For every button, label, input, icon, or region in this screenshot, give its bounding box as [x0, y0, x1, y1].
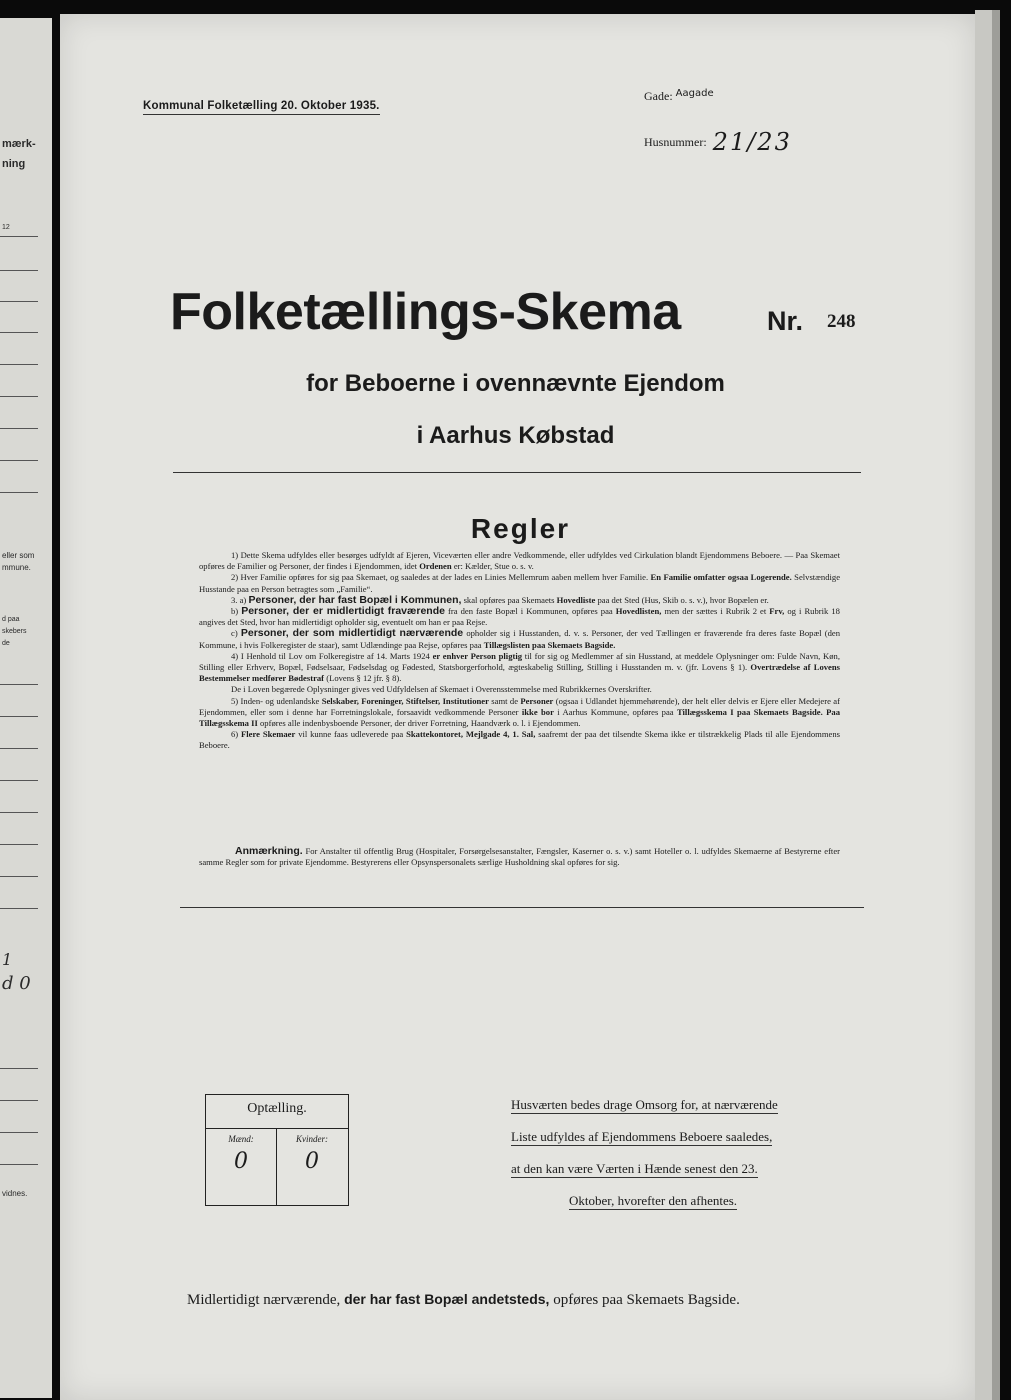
- left-line: [0, 332, 38, 333]
- left-line: [0, 1068, 38, 1069]
- left-line: [0, 1164, 38, 1165]
- left-line: [0, 364, 38, 365]
- left-line: [0, 908, 38, 909]
- count-box-title: Optælling.: [247, 1101, 307, 1116]
- previous-page-strip: [0, 18, 52, 1398]
- rules-heading: Regler: [470, 513, 571, 544]
- women-column: [277, 1129, 347, 1205]
- left-line: [0, 301, 38, 302]
- divider: [180, 907, 864, 908]
- form-number-value: 248: [827, 311, 856, 332]
- form-subtitle: for Beboerne i ovennævnte Ejendom: [306, 370, 725, 397]
- house-number-field: [644, 124, 792, 156]
- house-number-label: Husnummer:: [644, 135, 707, 149]
- left-fragment: 12: [2, 224, 10, 231]
- rule-3b: b) Personer, der er midlertidigt fraværende fra den faste Bopæl i Kommunen, opføres paa Hovedlisten, men der sættes i Rubrik 2 et Frv, og i Rubrik 18 angives det Sted, hvor han midlertidigt opholder sig, eventuelt om han er paa Rejse.: [199, 605, 840, 628]
- left-line: [0, 844, 38, 845]
- landlord-notice: [511, 1096, 841, 1224]
- rule-3c: c) Personer, der som midlertidigt nærværende opholder sig i Husstanden, d. v. s. Personer, der ved Tællingen er fraværende fra deres faste Bopæl (den Kommune, i hvis Folkeregister de staar), samt Udlændinge paa Rejse, opføres paa Tillægslisten paa Skemaets Bagside.: [199, 627, 841, 650]
- left-line: [0, 780, 38, 781]
- left-line: [0, 1132, 38, 1133]
- form-number-label: Nr.: [767, 306, 804, 336]
- left-line: [0, 1100, 38, 1101]
- remark-label: Anmærkning.: [235, 845, 303, 857]
- rule-1: 1) Dette Skema udfyldes eller besørges udfyldt af Ejeren, Viceværten eller andre Vedkommende, eller udfyldes ved Cirkulation blandt Ejendommens Beboere. — Paa Skemaet opføres de Familier og Personer, der findes i Ejendommen, idet Ordenen er: Kælder, Stue o. s. v.: [199, 550, 840, 572]
- street-field: [644, 89, 714, 104]
- divider: [173, 472, 861, 473]
- census-line: Kommunal Folketælling 20. Oktober 1935.: [143, 100, 380, 115]
- women-count: 0: [305, 1149, 319, 1174]
- left-line: [0, 460, 38, 461]
- left-fragment: skebers: [2, 628, 27, 635]
- page-edge-shadow: [992, 10, 1000, 1400]
- left-fragment: d paa: [2, 616, 20, 623]
- notice-line: Oktober, hvorefter den afhentes.: [569, 1193, 738, 1208]
- rule-6: 6) Flere Skemaer vil kunne faas udleverede paa Skattekontoret, Mejlgade 4, 1. Sal, saafremt der paa det tilsendte Skema ikke er tilstrækkelig Plads til alle Ejendommens Beboere.: [199, 729, 840, 751]
- remark-paragraph: [199, 846, 840, 868]
- count-box: [205, 1094, 349, 1206]
- left-fragment: eller som: [2, 551, 35, 560]
- left-line: [0, 270, 38, 271]
- left-line: [0, 748, 38, 749]
- left-line: [0, 812, 38, 813]
- rule-4: 4) I Henhold til Lov om Folkeregistre af 14. Marts 1924 er enhver Person pligtig til for sig og Medlemmer af sin Husstand, at meddele Oplysninger om: Fulde Navn, Køn, Stilling eller Erhverv, Bopæl, Fødselsaar, Fødselsdag og Fødested, Statsborgerforhold, ægteskabelig Stilling, Stilling i Husstanden m. v. (jfr. Lovens § 1). Overtrædelse af Lovens Bestemmelser medfører Bødestraf (Lovens § 12 jfr. § 8).: [199, 650, 840, 684]
- left-line: [0, 716, 38, 717]
- women-label: Kvinder:: [296, 1134, 328, 1144]
- count-box-row: [206, 1128, 348, 1205]
- house-number-value: 21/23: [712, 128, 792, 156]
- notice-line: Husværten bedes drage Omsorg for, at nærværende: [511, 1097, 778, 1112]
- notice-line: Liste udfyldes af Ejendommens Beboere saaledes,: [511, 1129, 773, 1144]
- left-handwriting: 1: [2, 950, 13, 969]
- rule-2: 2) Hver Familie opføres for sig paa Skemaet, og saaledes at der lades en Linies Mellemrum aaben mellem hver Familie. En Familie omfatter ogsaa Logerende. Selvstændige Husstande paa en Person betragtes som „Familie“.: [199, 572, 841, 594]
- left-line: [0, 876, 38, 877]
- left-handwriting: d 0: [2, 973, 31, 994]
- form-subtitle-location: i Aarhus Købstad: [416, 422, 615, 449]
- men-column: [206, 1129, 277, 1205]
- left-line: [0, 236, 38, 237]
- men-label: Mænd:: [228, 1134, 254, 1144]
- rule-5: 5) Inden- og udenlandske Selskaber, Foreninger, Stiftelser, Institutioner samt de Personer (ogsaa i Udlandet hjemmehørende), der helt eller delvis er Ejere eller Medejere af Ejendommen, eller som i denne har Forretningslokale, forsaavidt vedkommende Personer ikke bor i Aarhus Kommune, opføres paa Tillægsskema I paa Skemaets Bagside. Paa Tillægsskema II opføres alle indenbysboende Personer, der driver Forretning, Haandværk o. l. i Ejendommen.: [199, 695, 840, 729]
- street-label: Gade:: [644, 89, 673, 103]
- left-fragment: mærk-: [2, 138, 36, 150]
- left-fragment: ning: [2, 158, 26, 170]
- left-fragment: vidnes.: [2, 1189, 28, 1198]
- footer-note: Midlertidigt nærværende, der har fast Bopæl andetsteds, opføres paa Skemaets Bagside.: [187, 1291, 740, 1308]
- notice-line: at den kan være Værten i Hænde senest den 23.: [511, 1161, 758, 1176]
- men-count: 0: [234, 1149, 248, 1174]
- left-line: [0, 492, 38, 493]
- left-fragment: mmune.: [2, 563, 31, 572]
- remark-text: For Anstalter til offentlig Brug (Hospitaler, Forsørgelsesanstalter, Fængsler, Kaserner o. s. v.) samt Hoteller o. l. udfyldes Skemaerne af Bestyrerne efter samme Regler som for private Ejendomme. Bestyrerens eller Opsynspersonalets særlige Husholdning skal opføres for sig.: [199, 846, 841, 868]
- street-value: Aagade: [675, 88, 714, 99]
- left-fragment: de: [2, 640, 10, 647]
- rule-4-note: De i Loven begærede Oplysninger gives ved Udfyldelsen af Skemaet i Overensstemmelse med Rubrikkernes Overskrifter.: [231, 684, 652, 695]
- rule-3a: 3. a) Personer, der har fast Bopæl i Kommunen, skal opføres paa Skemaets Hovedliste paa det Sted (Hus, Skib o. s. v.), hvor Bopælen er.: [231, 593, 769, 606]
- form-title: Folketællings-Skema: [170, 283, 681, 341]
- rules-text: [199, 550, 840, 752]
- left-line: [0, 684, 38, 685]
